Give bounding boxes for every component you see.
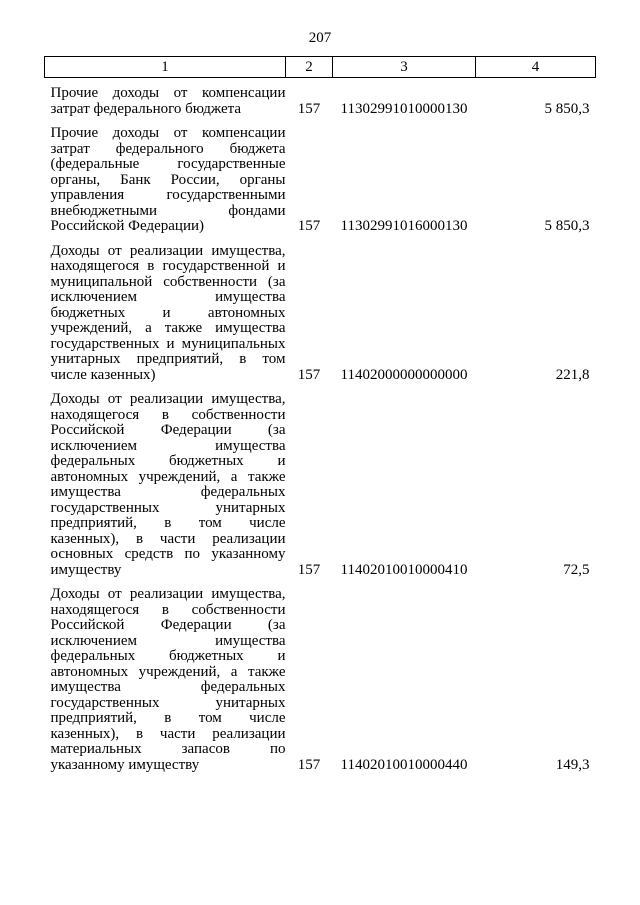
header-col-4: 4 xyxy=(476,57,596,78)
header-col-3: 3 xyxy=(333,57,476,78)
row-admin-code: 157 xyxy=(297,366,321,383)
row-amount: 5 850,3 xyxy=(544,218,590,234)
row-name: Доходы от реализации имущества, находящегося в собственности Российской Федерации (за исключением имущества федеральных бюджетных и автономных учреждений, а также имущества федеральных государственных унитарных предприятий, в том числе казенных), в части реализации материальных запасов по указанному имуществу xyxy=(50,586,286,773)
row-admin-code: 157 xyxy=(297,100,321,117)
row-amount: 149,3 xyxy=(555,756,590,773)
row-classification-code: 11402010010000410 xyxy=(340,561,468,578)
row-amount: 5 850,3 xyxy=(544,100,590,117)
revenue-table xyxy=(44,56,596,775)
header-row xyxy=(45,57,596,78)
table-row xyxy=(45,237,596,386)
table-row xyxy=(45,385,596,580)
page-number: 207 xyxy=(308,30,332,46)
row-classification-code: 11402000000000000 xyxy=(340,366,468,383)
row-amount: 221,8 xyxy=(555,366,590,383)
row-name: Прочие доходы от компенсации затрат федерального бюджета xyxy=(50,85,286,117)
row-classification-code: 11402010010000440 xyxy=(340,756,468,773)
table-row xyxy=(45,119,596,237)
row-admin-code: 157 xyxy=(297,756,321,773)
row-amount: 72,5 xyxy=(563,561,590,578)
row-admin-code: 157 xyxy=(297,218,321,234)
table-row xyxy=(45,580,596,775)
table-body xyxy=(45,78,596,776)
table-header xyxy=(45,57,596,78)
header-col-1: 1 xyxy=(45,57,286,78)
row-name: Прочие доходы от компенсации затрат федерального бюджета (федеральные государственные органы, Банк России, органы управления государственными внебюджетными фондами Российской Федерации) xyxy=(50,125,286,234)
row-classification-code: 11302991016000130 xyxy=(340,218,468,234)
header-col-2: 2 xyxy=(286,57,333,78)
row-name: Доходы от реализации имущества, находящегося в государственной и муниципальной собственности (за исключением имущества бюджетных и автономных учреждений, а также имущества государственных и муниципальных унитарных предприятий, в том числе казенных) xyxy=(50,242,286,383)
row-admin-code: 157 xyxy=(297,561,321,578)
table-row xyxy=(45,78,596,120)
row-name: Доходы от реализации имущества, находящегося в собственности Российской Федерации (за исключением имущества федеральных бюджетных и автономных учреждений, а также имущества федеральных государственных унитарных предприятий, в том числе казенных), в части реализации основных средств по указанному имуществу xyxy=(50,391,286,578)
row-classification-code: 11302991010000130 xyxy=(340,100,468,117)
